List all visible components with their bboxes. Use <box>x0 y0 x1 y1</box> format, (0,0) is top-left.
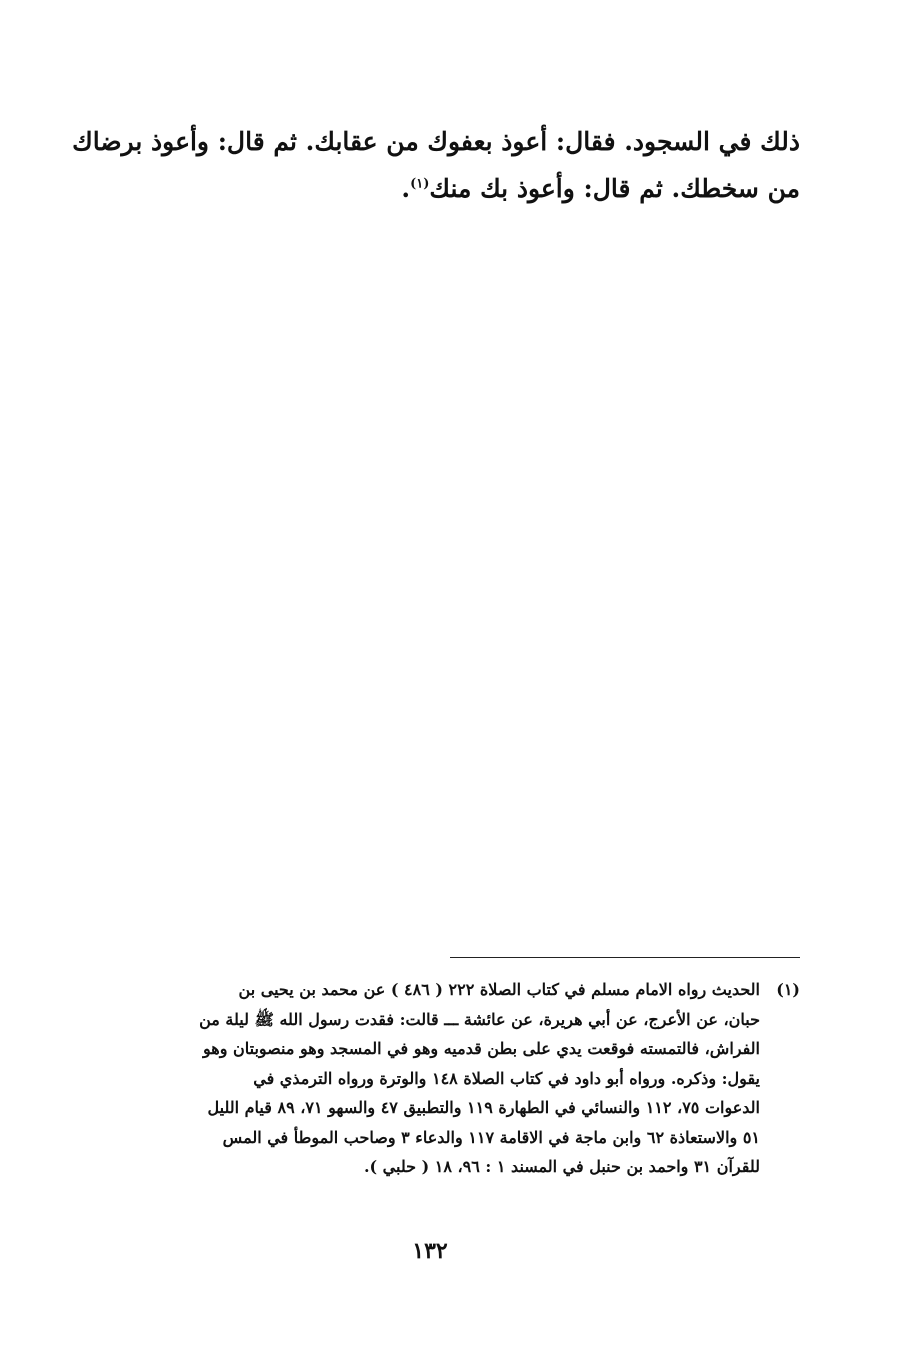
main-text-end-punct: . <box>401 174 411 203</box>
footnote-line-3 <box>100 1034 800 1064</box>
main-text-line-2 <box>100 165 800 212</box>
footnote-line-1 <box>100 975 800 1005</box>
footnote-line-1-text: الحديث رواه الامام مسلم في كتاب الصلاة ٢٢٢ ( ٤٨٦ ) عن محمد بن يحيى بن <box>238 980 760 999</box>
page-number: ١٣٢ <box>412 1238 448 1264</box>
footnote <box>100 975 800 1182</box>
footnote-separator <box>450 957 800 958</box>
footnote-reference: (١) <box>410 176 430 192</box>
footnote-line-2-text: حبان، عن الأعرج، عن أبي هريرة، عن عائشة ـــ قالت: فقدت رسول الله ﷺ ليلة من <box>199 1009 760 1029</box>
footnote-line-6-text: ٥١ والاستعاذة ٦٢ وابن ماجة في الاقامة ١١٧ والدعاء ٣ وصاحب الموطأ في المس <box>222 1127 760 1147</box>
footnote-line-7 <box>100 1152 800 1182</box>
footnote-line-2 <box>100 1005 800 1035</box>
main-text-line-1: ذلك في السجود. فقال: أعوذ بعفوك من عقابك. ثم قال: وأعوذ برضاك <box>72 127 800 156</box>
footnote-line-5 <box>100 1093 800 1123</box>
footnote-line-7-text: للقرآن ٣١ واحمد بن حنبل في المسند ١ : ٩٦، ١٨ ( حلبي ). <box>363 1157 760 1176</box>
footnote-line-5-text: الدعوات ٧٥، ١١٢ والنسائي في الطهارة ١١٩ والتطبيق ٤٧ والسهو ٧١، ٨٩ قيام الليل <box>207 1098 760 1117</box>
footnote-line-6 <box>100 1123 800 1153</box>
footnote-line-4 <box>100 1064 800 1094</box>
footnote-line-3-text: الفراش، فالتمسته فوقعت يدي على بطن قدميه وهو في المسجد وهو منصوبتان وهو <box>203 1039 760 1058</box>
footnote-number: (١) <box>776 980 800 999</box>
main-text <box>72 118 800 212</box>
main-text-line-2-text: من سخطك. ثم قال: وأعوذ بك منك <box>429 174 800 203</box>
footnote-line-4-text: يقول: وذكره. ورواه أبو داود في كتاب الصلاة ١٤٨ والوترة ورواه الترمذي في <box>253 1068 760 1088</box>
